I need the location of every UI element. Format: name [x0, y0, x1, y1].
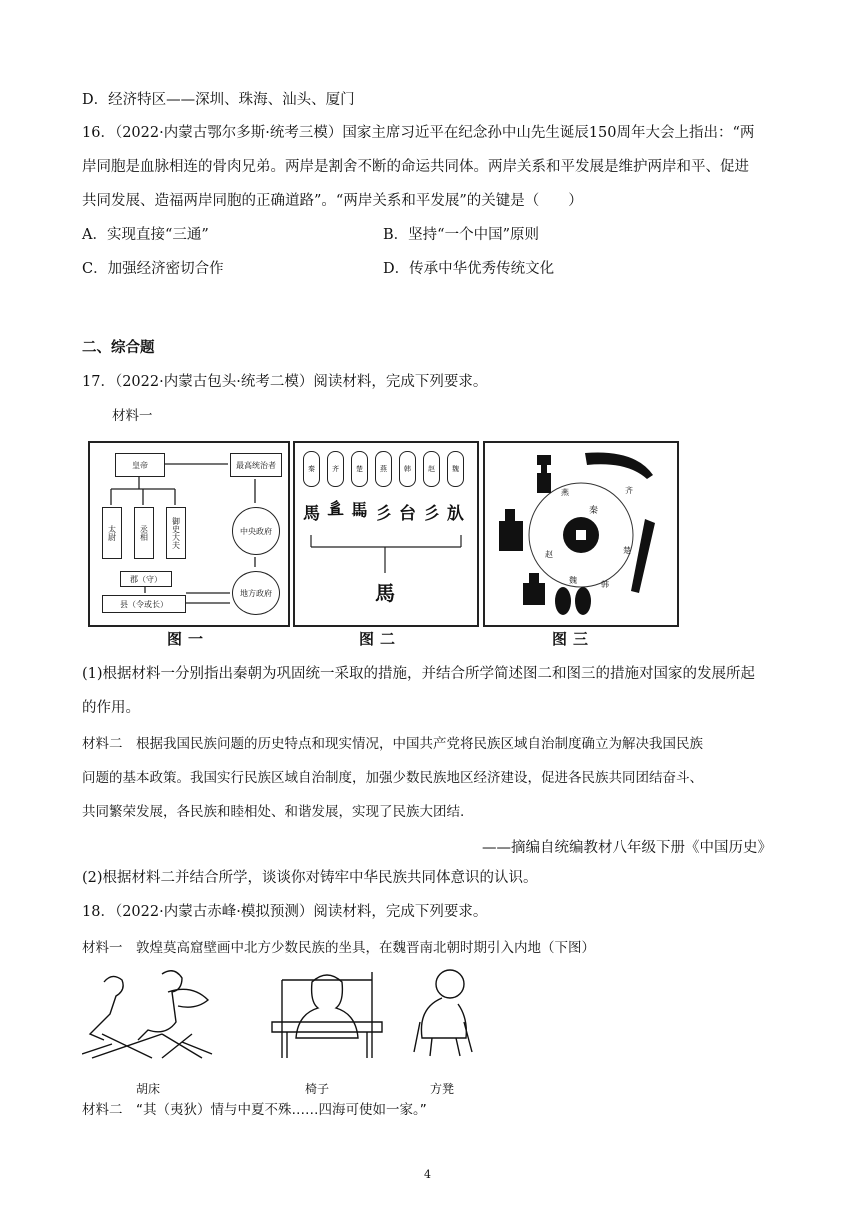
section-heading: 二、综合题: [82, 339, 155, 356]
fig1-top-ruler: 最高统治者: [230, 453, 282, 477]
fig1-arrows: [90, 443, 288, 625]
fig3-ring-label: 楚: [623, 546, 631, 555]
fig1-taiwei: 太尉: [102, 507, 122, 559]
fig2-state: 楚: [351, 451, 368, 487]
page-number: 4: [424, 1168, 431, 1181]
material2-line2: 问题的基本政策。我国实行民族区域自治制度，加强少数民族地区经济建设，促进各民族共同团结奋斗、: [82, 770, 703, 786]
q16-option-d: D．传承中华优秀传统文化: [383, 261, 555, 277]
fig2-state: 赵: [423, 451, 440, 487]
fig3-ring-label: 齐: [625, 486, 633, 495]
material1-label: 材料一: [112, 408, 153, 424]
material2-source: ——摘编自统编教材八年级下册《中国历史》: [482, 840, 772, 856]
q16-option-c: C．加强经济密切合作: [82, 261, 224, 277]
fig2-state: 魏: [447, 451, 464, 487]
material2-line1: 材料二 根据我国民族问题的历史特点和现实情况，中国共产党将民族区域自治制度确立为解决我国民族: [82, 736, 703, 752]
q17-sub2: (2)根据材料二并结合所学，谈谈你对铸牢中华民族共同体意识的认识。: [82, 870, 538, 886]
fig3-caption: 图三: [552, 630, 595, 648]
fig2-script: 台: [399, 504, 416, 524]
fig2-caption: 图二: [359, 630, 402, 648]
seating-illustrations: [82, 962, 502, 1082]
fig3-ring-label: 韩: [601, 580, 609, 589]
fig2-script: 𩡧: [351, 501, 368, 521]
fig3-coins-illustration: [485, 443, 677, 625]
fig2-unified-script: 馬: [375, 581, 395, 605]
q17-sub1-line1: (1)根据材料一分别指出秦朝为巩固统一采取的措施，并结合所学简述图二和图三的措施对国家的发展所起: [82, 666, 756, 682]
q16-option-b: B．坚持“一个中国”原则: [383, 227, 539, 243]
fig2-state: 燕: [375, 451, 392, 487]
fig1-central-gov: 中央政府: [232, 507, 280, 555]
q17-stem: 17．（2022·内蒙古包头·统考二模）阅读材料，完成下列要求。: [82, 374, 488, 390]
q16-stem-line1: 16．（2022·内蒙古鄂尔多斯·统考三模）国家主席习近平在纪念孙中山先生诞辰150周年大会上指出：“两: [82, 125, 755, 141]
fig2-script: 彡: [423, 504, 440, 524]
fig3-ring-label: 魏: [569, 576, 577, 585]
q17-sub1-line2: 的作用。: [82, 700, 140, 716]
q16-stem-line3: 共同发展、造福两岸同胞的正确道路”。“两岸关系和平发展”的关键是（ ）: [82, 193, 583, 209]
figure-2-panel: [293, 441, 479, 627]
fig2-script: 馬: [303, 504, 320, 524]
fig1-xian: 县（令或长）: [102, 595, 186, 613]
fig2-script: 㫃: [447, 504, 464, 524]
q18-material1: 材料一 敦煌莫高窟壁画中北方少数民族的坐具，在魏晋南北朝时期引入内地（下图）: [82, 940, 595, 956]
option-d-text: D．经济特区——深圳、珠海、汕头、厦门: [82, 92, 355, 108]
fig2-script: 𢒉: [327, 499, 344, 519]
fig1-caption: 图一: [167, 630, 210, 648]
figure-3-panel: [483, 441, 679, 627]
q18-stem: 18．（2022·内蒙古赤峰·模拟预测）阅读材料，完成下列要求。: [82, 904, 488, 920]
q16-option-a: A．实现直接“三通”: [82, 227, 209, 243]
q18-material2: 材料二 “其（夷狄）情与中夏不殊……四海可使如一家。”: [82, 1102, 427, 1118]
fig2-state: 秦: [303, 451, 320, 487]
fig1-local-gov: 地方政府: [232, 571, 280, 615]
fig2-script: 彡: [375, 504, 392, 524]
caption-stool: 方凳: [430, 1082, 455, 1096]
material2-line3: 共同繁荣发展，各民族和睦相处、和谐发展，实现了民族大团结.: [82, 804, 465, 820]
fig3-center-label: 秦: [589, 506, 599, 516]
fig1-yushi: 御史大夫: [166, 507, 186, 559]
fig1-emperor: 皇帝: [115, 453, 165, 477]
figure-1-panel: [88, 441, 290, 627]
fig3-ring-label: 赵: [545, 550, 553, 559]
q16-stem-line2: 岸同胞是血脉相连的骨肉兄弟。两岸是割舍不断的命运共同体。两岸关系和平发展是维护两岸和平、促进: [82, 159, 749, 175]
fig2-state: 齐: [327, 451, 344, 487]
fig1-chengxiang: 丞相: [134, 507, 154, 559]
fig3-ring-label: 燕: [561, 488, 569, 497]
caption-chair: 椅子: [305, 1082, 330, 1096]
caption-hubed: 胡床: [136, 1082, 161, 1096]
fig2-state: 韩: [399, 451, 416, 487]
fig1-jun: 郡（守）: [120, 571, 172, 587]
